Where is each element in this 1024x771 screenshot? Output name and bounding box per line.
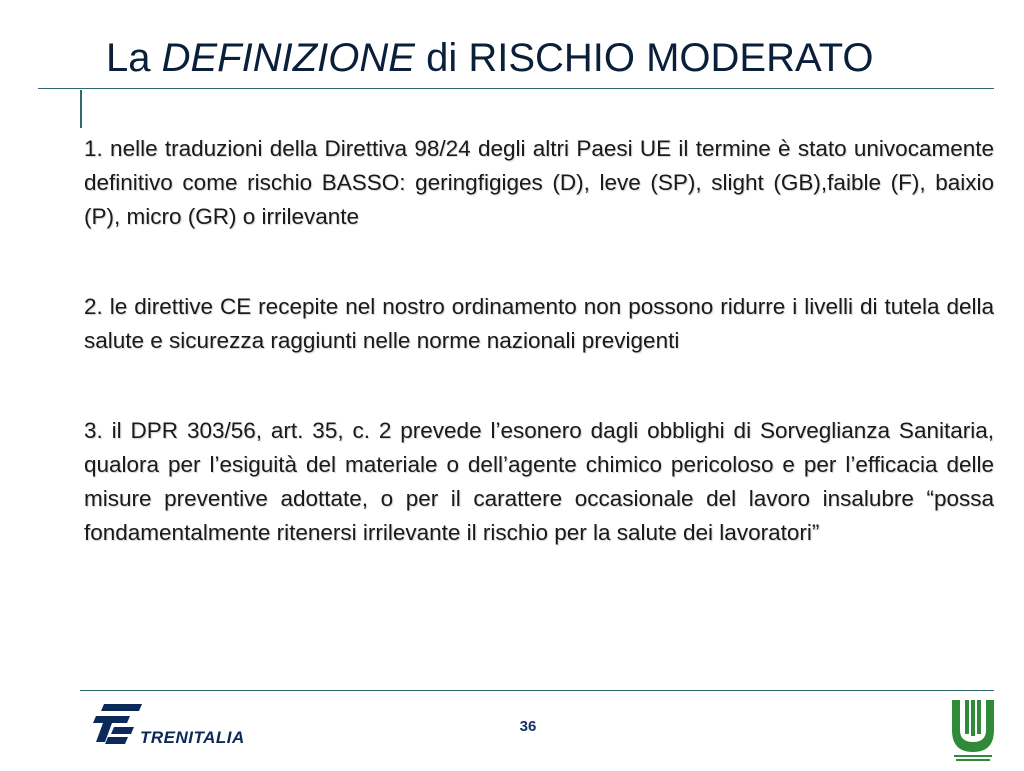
title-emphasis: DEFINIZIONE [161, 36, 415, 80]
tor-vergata-logo [948, 696, 998, 766]
tor-vergata-icon [948, 696, 998, 766]
slide-title [106, 34, 1006, 82]
title-divider [38, 88, 994, 89]
paragraph-2: 2. le direttive CE recepite nel nostro ordinamento non possono ridurre i livelli di tutela della salute e sicurezza raggiunti nelle norme nazionali previgenti [84, 294, 994, 353]
footer-divider [80, 690, 994, 691]
paragraph-3: 3. il DPR 303/56, art. 35, c. 2 prevede l’esonero dagli obblighi di Sorveglianza Sanitaria, qualora per l’esiguità del materiale o dell’agente chimico pericoloso e per l’efficacia delle misure preventive adottate, o per il carattere occasionale del lavoro insalubre “possa fondamentalmente ritenersi irrilevante il rischio per la salute dei lavoratori” [84, 418, 994, 545]
trenitalia-logo [84, 698, 254, 750]
slide-body [84, 132, 994, 550]
title-suffix: di RISCHIO MODERATO [414, 36, 874, 80]
trenitalia-icon [84, 698, 144, 750]
paragraph-1: 1. nelle traduzioni della Direttiva 98/24 degli altri Paesi UE il termine è stato univocamente definitivo come rischio BASSO: geringfigiges (D), leve (SP), slight (GB),faible (F), baixio (P), micro (GR) o irrilevante [84, 136, 994, 229]
page-number: 36 [519, 718, 537, 735]
trenitalia-wordmark: TRENITALIA [140, 728, 245, 747]
title-prefix: La [106, 36, 162, 80]
accent-bar [80, 90, 82, 128]
